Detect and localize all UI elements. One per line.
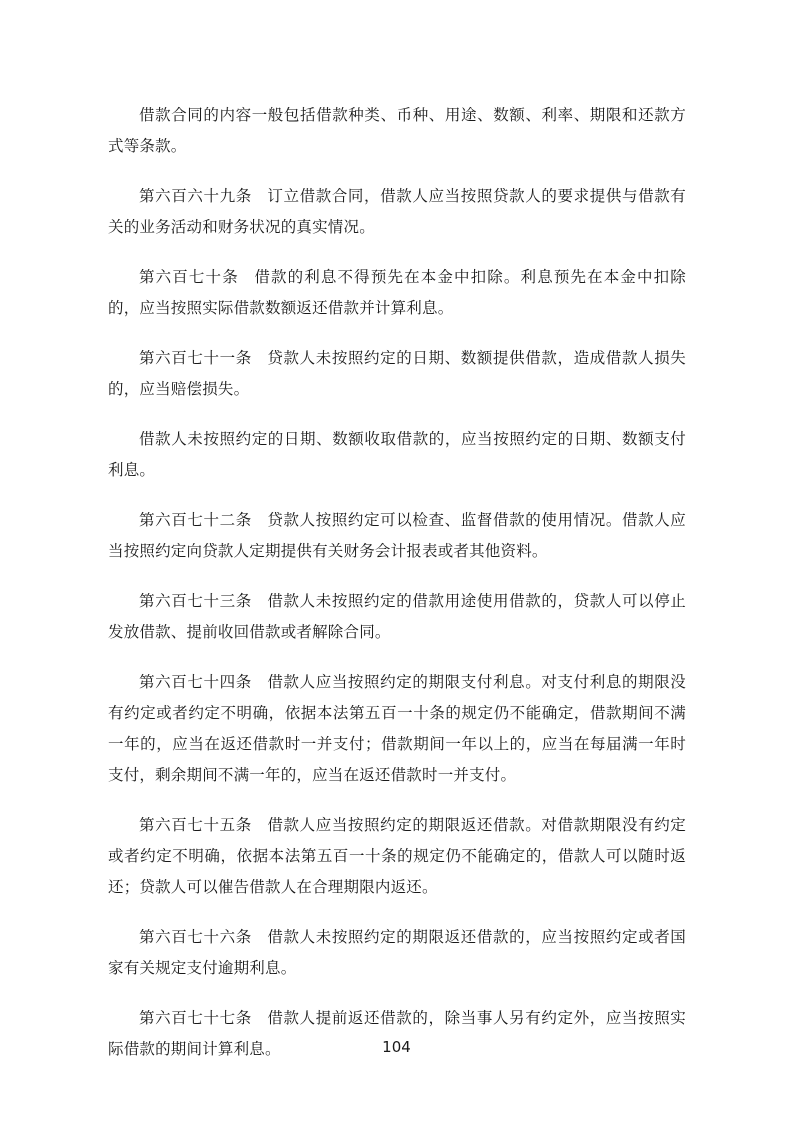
article-672 <box>108 505 686 567</box>
article-number: 第六百七十一条 <box>139 349 252 367</box>
paragraph-text: 借款的利息不得预先在本金中扣除。利息预先在本金中扣除的，应当按照实际借款数额返还借款并计算利息。 <box>108 268 687 317</box>
article-number: 第六百七十二条 <box>139 511 252 529</box>
article-number: 第六百七十条 <box>139 268 239 286</box>
paragraph <box>108 100 686 162</box>
document-body <box>108 100 686 1084</box>
paragraph-text: 借款人未按照约定的借款用途使用借款的，贷款人可以停止发放借款、提前收回借款或者解除合同。 <box>108 592 687 641</box>
article-676 <box>108 922 686 984</box>
article-number: 第六百七十四条 <box>139 673 252 691</box>
paragraph <box>108 424 686 486</box>
article-number: 第六百六十九条 <box>139 187 252 205</box>
paragraph-text: 借款人未按照约定的日期、数额收取借款的，应当按照约定的日期、数额支付利息。 <box>108 430 686 479</box>
article-number: 第六百七十六条 <box>139 928 252 946</box>
paragraph-text: 订立借款合同，借款人应当按照贷款人的要求提供与借款有关的业务活动和财务状况的真实情况。 <box>108 187 687 236</box>
paragraph-text: 贷款人按照约定可以检查、监督借款的使用情况。借款人应当按照约定向贷款人定期提供有关财务会计报表或者其他资料。 <box>108 511 687 560</box>
paragraph-text: 借款人未按照约定的期限返还借款的，应当按照约定或者国家有关规定支付逾期利息。 <box>108 928 687 977</box>
article-674 <box>108 667 686 791</box>
paragraph-text: 贷款人未按照约定的日期、数额提供借款，造成借款人损失的，应当赔偿损失。 <box>108 349 687 398</box>
article-675 <box>108 810 686 903</box>
page-number: 104 <box>382 1038 411 1056</box>
paragraph-text: 借款合同的内容一般包括借款种类、币种、用途、数额、利率、期限和还款方式等条款。 <box>108 106 686 155</box>
article-671 <box>108 343 686 405</box>
paragraph-text: 借款人提前返还借款的，除当事人另有约定外，应当按照实际借款的期间计算利息。 <box>108 1009 687 1058</box>
article-number: 第六百七十五条 <box>139 816 252 834</box>
paragraph-text: 借款人应当按照约定的期限返还借款。对借款期限没有约定或者约定不明确，依据本法第五百一十条的规定仍不能确定的，借款人可以随时返还；贷款人可以催告借款人在合理期限内返还。 <box>108 816 687 896</box>
article-number: 第六百七十七条 <box>139 1009 252 1027</box>
article-669 <box>108 181 686 243</box>
article-number: 第六百七十三条 <box>139 592 252 610</box>
article-670 <box>108 262 686 324</box>
article-673 <box>108 586 686 648</box>
paragraph-text: 借款人应当按照约定的期限支付利息。对支付利息的期限没有约定或者约定不明确，依据本法第五百一十条的规定仍不能确定，借款期间不满一年的，应当在返还借款时一并支付；借款期间一年以上的，应当在每届满一年时支付，剩余期间不满一年的，应当在返还借款时一并支付。 <box>108 673 687 784</box>
